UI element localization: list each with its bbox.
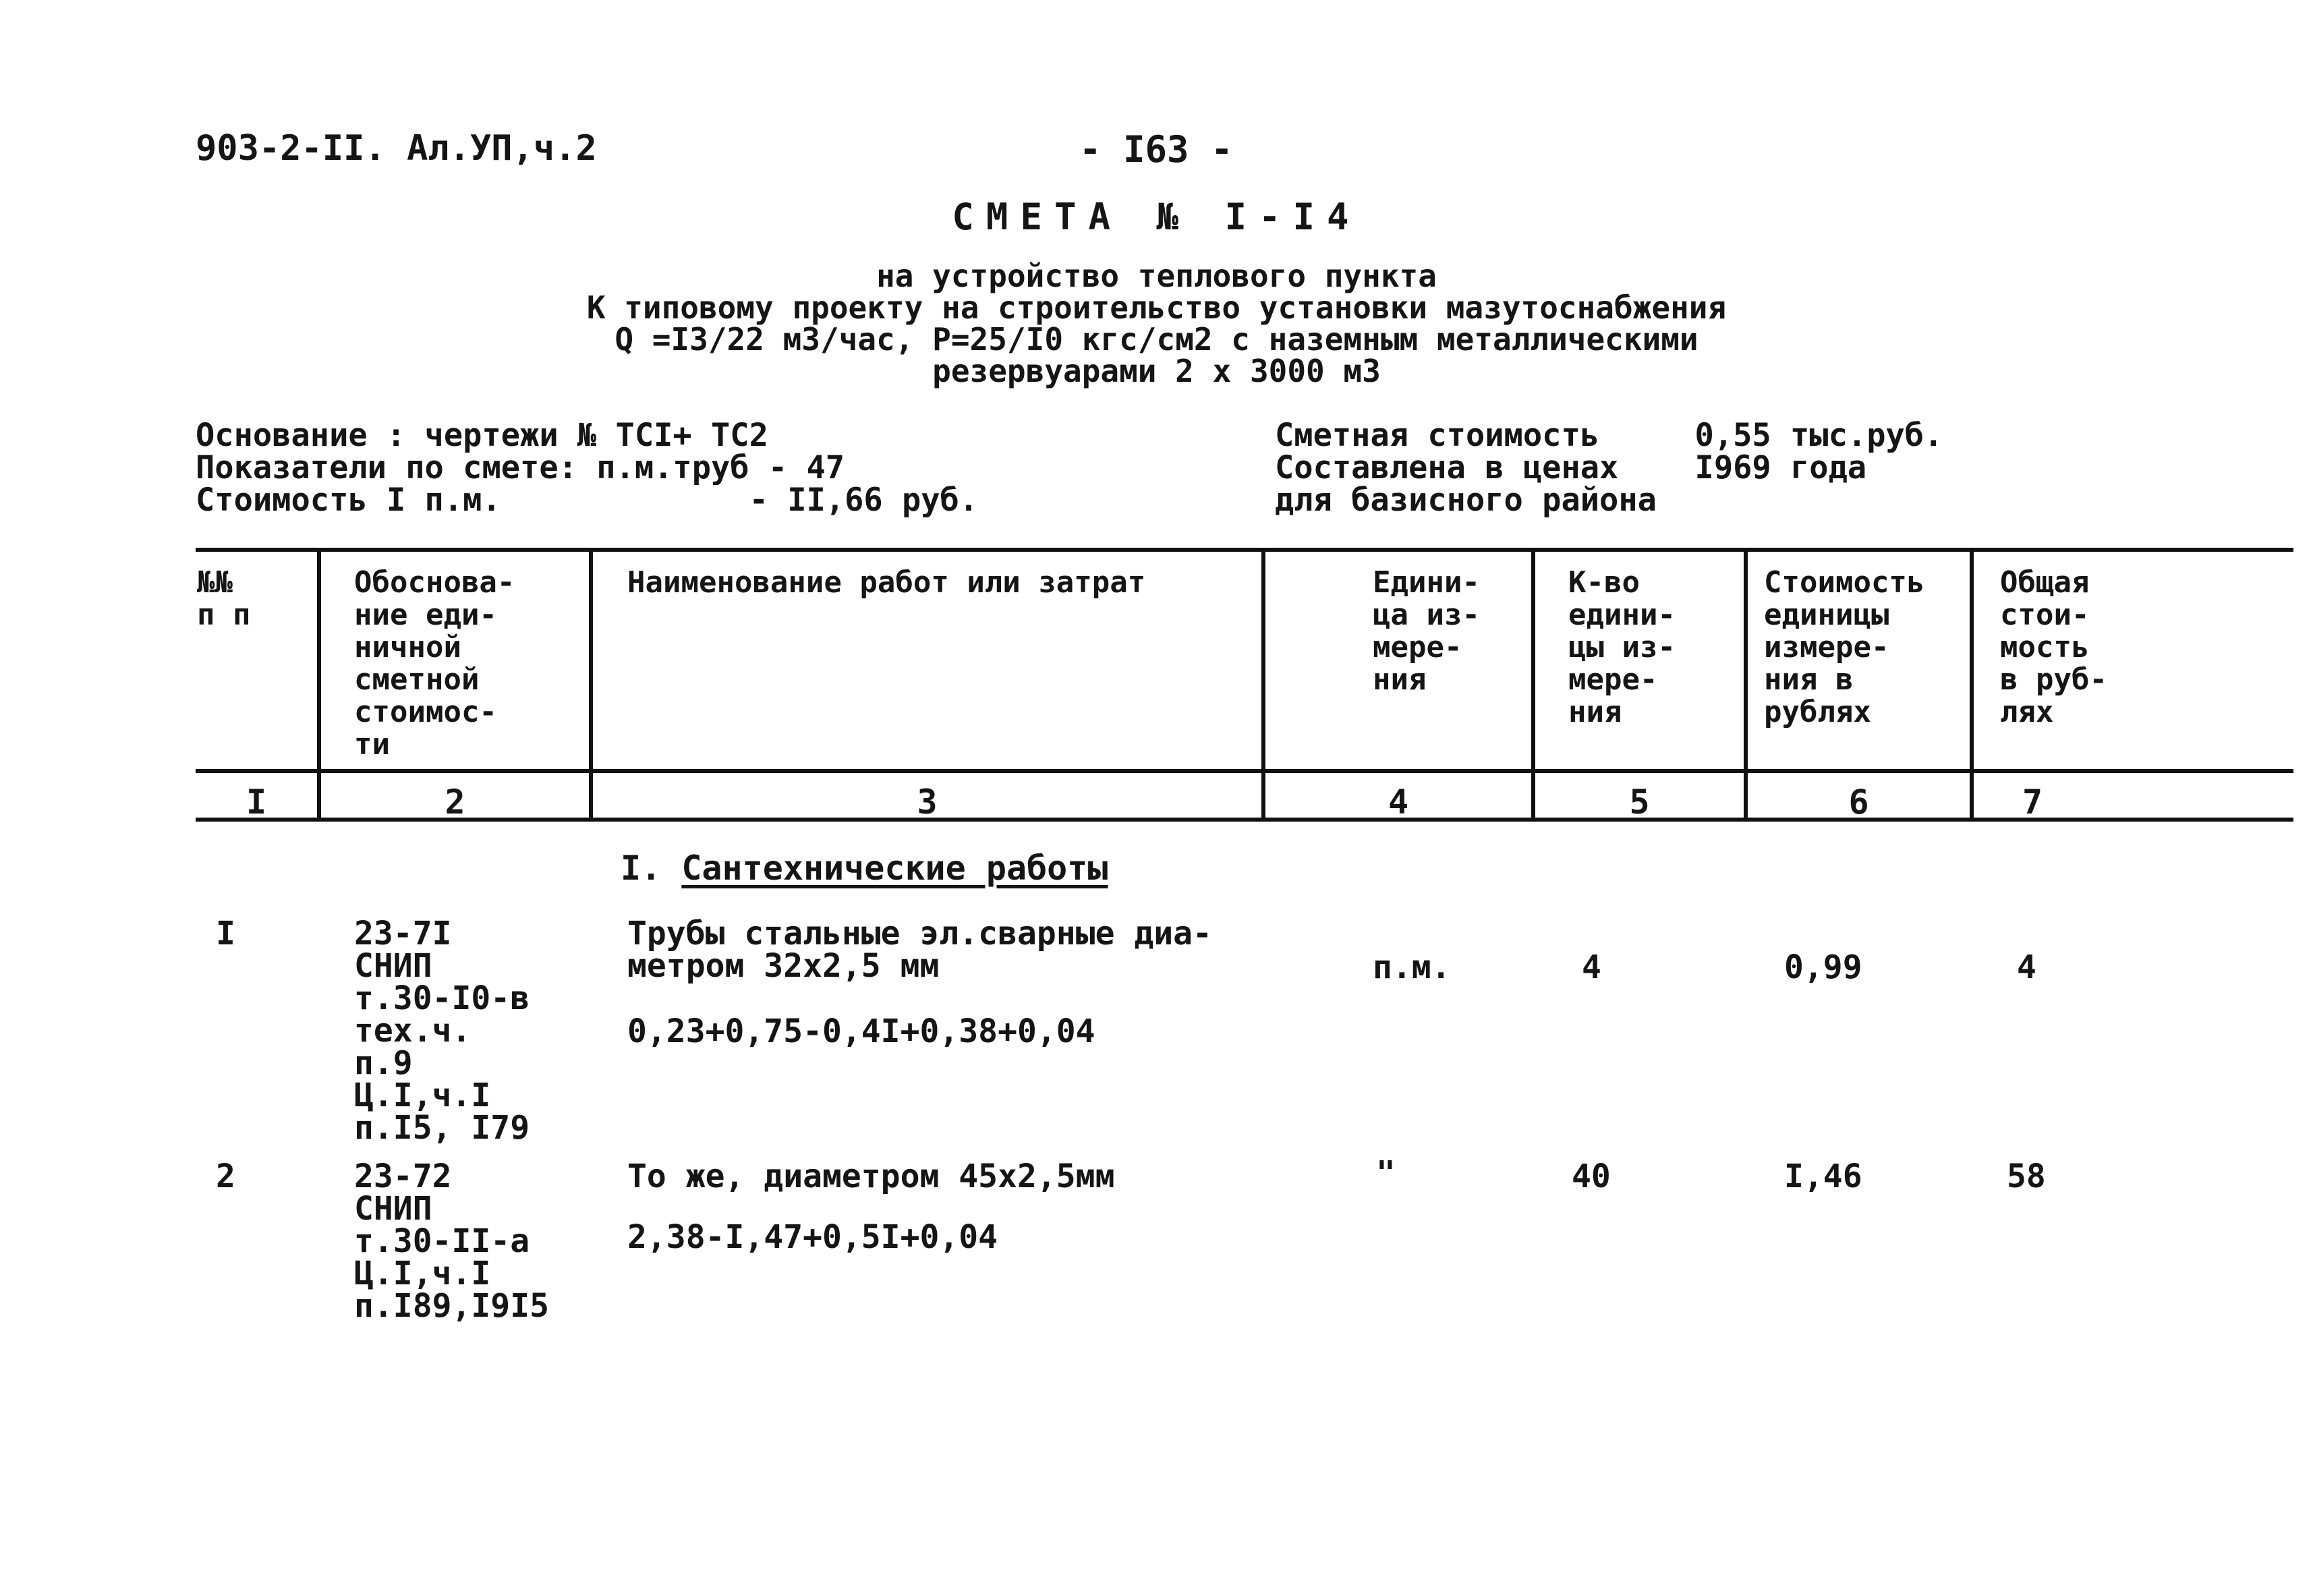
column-number-4: 4 [1388,782,1409,822]
row-2-name: То же, диаметром 45х2,5мм [627,1158,1115,1195]
page-number: - I63 - [1079,128,1233,171]
col-divider-5 [1744,550,1748,820]
column-number-2: 2 [445,782,465,822]
meta-cost-per-meter: Стоимость I п.м. - II,66 руб. [196,482,979,519]
header-basis: Обоснова- ние еди- ничной сметной стоимос- ти [354,565,515,762]
header-work-name: Наименование работ или затрат [627,565,1146,600]
section-heading [621,849,1108,888]
subtitle-line-3: Q =I3/22 м3/час, P=25/I0 кгс/см2 с наземным металлическими [615,321,1698,358]
meta-base-region: для базисного района [1275,482,1657,519]
row-1-basis: 23-7I СНИП т.30-I0-в тех.ч. п.9 Ц.I,ч.I п.I5, I79 [354,915,530,1147]
table-header-rule [196,769,2293,773]
meta-estimated-cost: Сметная стоимость 0,55 тыс.руб. [1275,417,1943,454]
row-2-number: 2 [216,1158,235,1195]
subtitle-line-2: К типовому проекту на строительство установки мазутоснабжения [586,289,1727,326]
column-number-1: I [246,782,267,822]
header-quantity: К-во едини- цы из- мере- ния [1568,565,1676,729]
meta-price-year: Составлена в ценах I969 года [1275,449,1867,486]
section-number: I. [621,849,662,888]
column-number-3: 3 [917,782,938,822]
col-divider-1 [317,550,321,820]
row-2-basis: 23-72 СНИП т.30-II-а Ц.I,ч.I п.I89,I9I5 [354,1158,549,1325]
row-2-unit-cost: I,46 [1784,1158,1862,1195]
row-1-total: 4 [2017,948,2036,986]
col-divider-3 [1261,550,1265,820]
header-unit: Едини- ца из- мере- ния [1373,565,1480,697]
column-number-6: 6 [1848,782,1869,822]
meta-basis: Основание : чертежи № ТСI+ ТС2 [196,417,768,454]
row-2-formula: 2,38-I,47+0,5I+0,04 [627,1218,998,1256]
header-unit-cost: Стоимость единицы измере- ния в рублях [1764,565,1925,729]
header-row-number: №№ п п [197,565,251,632]
meta-indicators: Показатели по смете: п.м.труб - 47 [196,449,845,486]
row-1-number: I [216,915,235,952]
estimate-title: СМЕТА № I-I4 [952,196,1361,238]
col-divider-2 [589,550,593,820]
col-divider-6 [1970,550,1974,820]
table-top-rule [196,548,2293,552]
row-1-name: Трубы стальные эл.сварные диа- метром 32х2,5 мм [627,915,1212,985]
row-2-quantity: 40 [1572,1158,1611,1195]
header-total-cost: Общая стои- мость в руб- лях [2000,565,2107,729]
row-1-quantity: 4 [1582,948,1601,986]
section-title: Сантехнические работы [681,849,1108,888]
row-1-formula: 0,23+0,75-0,4I+0,38+0,04 [627,1013,1095,1050]
subtitle-line-1: на устройство теплового пункта [876,258,1437,294]
document-code: 903-2-II. Ал.УП,ч.2 [196,128,597,169]
row-1-unit-cost: 0,99 [1784,948,1862,986]
row-1-unit: п.м. [1373,948,1451,986]
col-divider-4 [1531,550,1535,820]
row-2-unit: " [1376,1154,1396,1192]
column-number-7: 7 [2022,782,2043,822]
column-number-5: 5 [1629,782,1650,822]
subtitle-line-4: резервуарами 2 x 3000 м3 [932,353,1381,389]
row-2-total: 58 [2007,1158,2046,1195]
